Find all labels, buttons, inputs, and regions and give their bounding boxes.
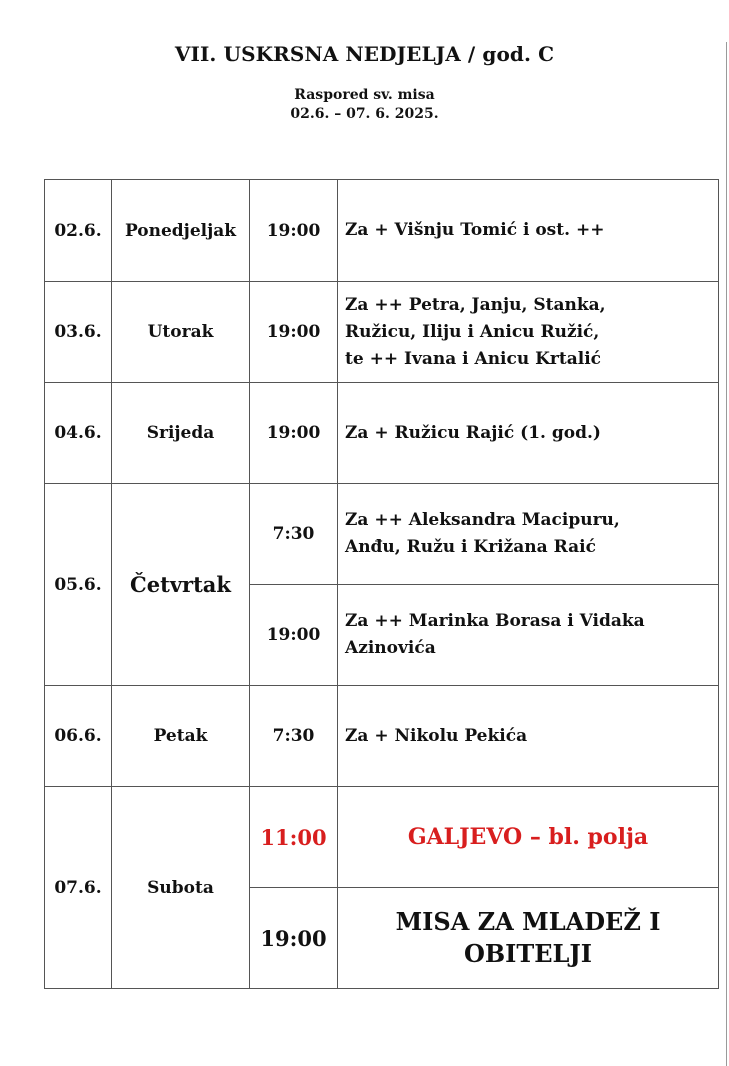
intention-cell: Za ++ Marinka Borasa i Vidaka Azinovića [338, 585, 719, 686]
page-edge-line [726, 42, 727, 1066]
time-cell: 7:30 [250, 686, 338, 787]
mass-schedule-table [44, 179, 719, 989]
date-cell: 05.6. [45, 484, 112, 686]
intention-cell: MISA ZA MLADEŽ I OBITELJI [338, 888, 719, 989]
day-cell: Utorak [112, 282, 250, 383]
time-cell: 19:00 [250, 180, 338, 282]
date-range: 02.6. – 07. 6. 2025. [290, 106, 439, 122]
table-row [45, 686, 719, 787]
intention-cell: Za + Višnju Tomić i ost. ++ [338, 180, 719, 282]
day-cell: Petak [112, 686, 250, 787]
day-cell: Četvrtak [112, 484, 250, 686]
date-cell: 02.6. [45, 180, 112, 282]
intention-cell: Za + Nikolu Pekića [338, 686, 719, 787]
page-title: VII. USKRSNA NEDJELJA / god. C [174, 42, 555, 66]
page-subtitle: Raspored sv. misa [294, 87, 435, 103]
header [0, 42, 729, 124]
table-row [45, 383, 719, 484]
intention-cell: Za + Ružicu Rajić (1. god.) [338, 383, 719, 484]
date-cell: 06.6. [45, 686, 112, 787]
date-cell: 07.6. [45, 787, 112, 989]
day-cell: Srijeda [112, 383, 250, 484]
table-row [45, 484, 719, 585]
intention-cell: Za ++ Petra, Janju, Stanka, Ružicu, Iliju i Anicu Ružić, te ++ Ivana i Anicu Krtalić [338, 282, 719, 383]
time-cell: 19:00 [250, 383, 338, 484]
time-cell: 19:00 [250, 888, 338, 989]
time-cell: 19:00 [250, 282, 338, 383]
table-row [45, 180, 719, 282]
table-row [45, 282, 719, 383]
intention-cell-highlight: GALJEVO – bl. polja [338, 787, 719, 888]
day-cell: Ponedjeljak [112, 180, 250, 282]
time-cell: 7:30 [250, 484, 338, 585]
date-cell: 04.6. [45, 383, 112, 484]
time-cell-highlight: 11:00 [250, 787, 338, 888]
table-row [45, 787, 719, 888]
time-cell: 19:00 [250, 585, 338, 686]
intention-cell: Za ++ Aleksandra Macipuru, Anđu, Ružu i Križana Raić [338, 484, 719, 585]
date-cell: 03.6. [45, 282, 112, 383]
day-cell: Subota [112, 787, 250, 989]
